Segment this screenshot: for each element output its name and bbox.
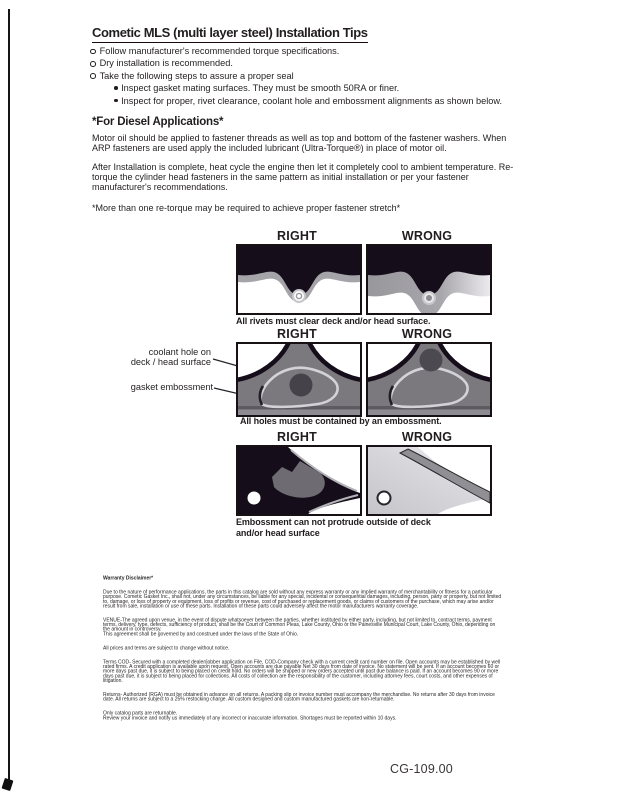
holes-wrong-illustration — [368, 344, 490, 415]
diagram3-right-label: RIGHT — [277, 430, 317, 444]
rivet-right-illustration — [238, 246, 360, 313]
filled-bullet-icon — [114, 99, 118, 103]
list-item — [90, 70, 550, 82]
protrude-wrong-illustration — [368, 447, 490, 514]
warranty-paragraph: Returns- Authorized (RGA) must be obtained in advance on all returns. A packing slip or invoice number must accompany the merchandise. No returns after 30 days from invoice date. All returns are subject to a 25% restocking charge. All custom designed and custom manufactured gaskets are non-returnable. — [103, 692, 495, 703]
callout-text: gasket embossment — [130, 382, 213, 392]
list-item — [90, 45, 550, 57]
callout-text: coolant hole on — [148, 347, 211, 357]
warranty-heading: Warranty Disclaimer* — [103, 575, 154, 581]
warranty-paragraph: Terms COD- Secured with a completed dealer/jobber application on File, COD-Company check with a current credit card number on file. Open accounts may be established by well rated firms. A credit application is available upon request. Open accounts are due payable Net 30 days from date of invoice. No statement will be sent. If an account becomes 60 or more days past due, it is subject to being placed on credit hold. No orders will be shipped or new orders accepted until past due balance is paid. If an account becomes 90 or more days past due, it is subject to being placed for collections. All costs of collection are the responsibility of the customer, including attorney fees, court costs, and other expenses of litigation. — [103, 659, 501, 684]
diagram1-caption: All rivets must clear deck and/or head surface. — [236, 316, 431, 326]
warranty-paragraph: Only catalog parts are returnable. — [103, 710, 178, 717]
diagram1-wrong-label: WRONG — [401, 229, 453, 243]
list-item-text: Take the following steps to assure a proper seal — [99, 70, 294, 81]
list-item-text: Inspect for proper, rivet clearance, coolant hole and embossment alignments as shown below. — [121, 95, 503, 106]
diagram-rivet-wrong — [366, 244, 492, 315]
diagram-protrude-wrong — [366, 445, 492, 516]
page-number: CG-109.00 — [390, 762, 453, 776]
list-item-text: Inspect gasket mating surfaces. They must be smooth 50RA or finer. — [121, 83, 400, 94]
warranty-paragraph: This agreement shall be governed by and construed under the laws of the State of Ohio. — [103, 631, 299, 637]
list-item — [114, 95, 550, 107]
diagram2-right-label: RIGHT — [277, 327, 317, 341]
holes-right-illustration — [238, 344, 360, 415]
filled-bullet-icon — [114, 86, 118, 90]
diagram1-right-label: RIGHT — [277, 229, 317, 243]
callout-text: deck / head surface — [130, 356, 211, 367]
warranty-paragraph: VENUE-The agreed upon venue, in the event of dispute whatsoever between the parties, whether instituted by either party, including, but not limited to, contract terms, payment terms, delivery, type, defects, sufficiency of product, shall be the Court of Common Pleas, Lake County, Ohio or the Painesville Municipal Court, Lake County, Ohio, depending on the amount in controversy. — [103, 617, 496, 633]
open-bullet-icon — [90, 61, 96, 67]
warranty-text-block — [103, 576, 503, 720]
diagram3-wrong-label: WRONG — [401, 430, 453, 444]
diagram-protrude-right — [236, 445, 362, 516]
diagram-holes-wrong — [366, 342, 492, 417]
caption-line: Embossment can not protrude outside of deck — [236, 517, 431, 527]
diesel-section-heading: *For Diesel Applications* — [92, 116, 224, 128]
diagram2-wrong-label: WRONG — [401, 327, 453, 341]
list-item — [90, 57, 550, 69]
warranty-paragraph: Review your invoice and notify us immediately of any incorrect or inaccurate information. Shortages must be reported within 10 days. — [103, 715, 397, 721]
diagram-holes-right — [236, 342, 362, 417]
warranty-paragraph: All prices and terms are subject to change without notice. — [103, 645, 230, 651]
diesel-note: *More than one re-torque may be required to achieve proper fastener stretch* — [92, 203, 401, 213]
list-item-text: Dry installation is recommended. — [99, 58, 233, 69]
installation-tips-list — [90, 45, 550, 107]
list-item-text: Follow manufacturer's recommended torque specifications. — [99, 46, 340, 56]
diagram3-caption — [236, 517, 456, 538]
caption-line: and/or head surface — [236, 527, 320, 538]
open-bullet-icon — [90, 73, 96, 79]
diesel-paragraph-2: After Installation is complete, heat cycle the engine then let it completely cool to ambient temperature. Re-torque the cylinder head fasteners in the same pattern as initial installation or per your fastener manufacturer's recommendations. — [92, 162, 514, 193]
list-item — [114, 82, 550, 94]
diagram-rivet-right — [236, 244, 362, 315]
warranty-paragraph: Due to the nature of performance applications, the parts in this catalog are sold without any express warranty or any implied warranty of merchantability or fitness for a particular purpose. Cometic Gasket Inc., shall not, under any circumstances, be liable for any special, incidental or consequential damages, including, person, party or property, but not limited to, damage, or loss of property or equipment, loss of profits or revenue, cost of purchased or replacement goods, or claims of customers of the purchase, which may arise and/or result from sale, installation or use of these parts. Installation of these parts could adversely affect the motor manufacturers warranty coverage. — [103, 589, 502, 609]
scan-edge-artifact-bottom — [2, 778, 14, 791]
open-bullet-icon — [90, 49, 96, 55]
scan-edge-artifact — [8, 9, 10, 781]
rivet-wrong-illustration — [368, 246, 490, 313]
diagram2-caption: All holes must be contained by an embossment. — [240, 416, 442, 426]
protrude-right-illustration — [238, 447, 360, 514]
page-title: Cometic MLS (multi layer steel) Installation Tips — [92, 25, 368, 43]
diesel-paragraph-1: Motor oil should be applied to fastener threads as well as top and bottom of the fastener washers. When ARP fasteners are used apply the included lubricant (Ultra-Torque®) in place of motor oil. — [92, 133, 507, 154]
